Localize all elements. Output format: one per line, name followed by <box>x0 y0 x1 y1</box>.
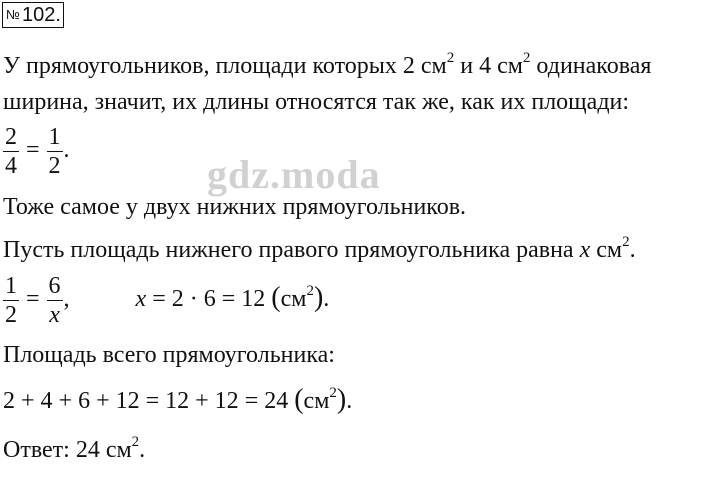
unit: см <box>590 237 623 263</box>
equation-ratio-2 <box>2 274 329 327</box>
unit: см <box>280 286 307 313</box>
unit: см <box>303 388 330 414</box>
superscript: 2 <box>306 283 314 300</box>
answer-text: Ответ: 24 см <box>3 437 132 463</box>
fraction-right <box>47 125 63 178</box>
fraction-left <box>3 274 19 327</box>
text-segment: Пусть площадь нижнего правого прямоугольника равна <box>3 237 580 263</box>
fraction-right <box>47 274 63 327</box>
task-number-box <box>2 2 64 28</box>
paragraph-line-4 <box>3 236 636 264</box>
superscript: 2 <box>131 434 140 450</box>
text-segment: У прямоугольников, площади которых 2 см <box>3 53 447 79</box>
period: . <box>139 437 146 463</box>
variable-x: x <box>135 286 147 313</box>
variable-x: x <box>579 237 591 263</box>
paren-close: ) <box>313 282 324 314</box>
paragraph-line-5: Площадь всего прямоугольника: <box>3 342 335 368</box>
text-segment: и 4 см <box>454 53 523 79</box>
superscript: 2 <box>329 385 337 401</box>
denominator: 2 <box>48 153 61 179</box>
superscript: 2 <box>522 50 531 66</box>
equation-total <box>3 386 352 415</box>
paren-close: ) <box>336 384 347 415</box>
equals-sign: = <box>26 137 40 164</box>
period: . <box>629 237 636 263</box>
numerator: 2 <box>5 124 17 150</box>
answer-line <box>3 436 145 464</box>
equation-ratio-1 <box>2 125 70 178</box>
paren-open: ( <box>294 384 304 415</box>
period: . <box>63 137 70 164</box>
superscript: 2 <box>622 234 630 250</box>
text-segment: одинаковая <box>530 53 652 79</box>
numerator: 1 <box>48 124 61 150</box>
watermark: gdz.moda <box>207 152 381 197</box>
comma: , <box>63 286 70 313</box>
superscript: 2 <box>446 50 455 66</box>
numerator: 6 <box>48 273 61 299</box>
paragraph-line-2: ширина, значит, их длины относятся так же, как их площади: <box>3 89 630 115</box>
numerator: 1 <box>5 273 17 299</box>
denominator: 2 <box>5 302 17 328</box>
expression: 2 + 4 + 6 + 12 = 12 + 12 = 24 <box>3 388 295 414</box>
fraction-left <box>3 125 19 178</box>
denominator: x <box>49 302 60 328</box>
equals-sign: = <box>26 286 40 313</box>
paragraph-line-1 <box>3 52 651 80</box>
period: . <box>323 286 330 313</box>
task-number: 102. <box>21 4 61 26</box>
number-sign: № <box>6 7 20 22</box>
paragraph-line-3: Тоже самое у двух нижних прямоугольников. <box>3 194 467 220</box>
expression: = 2 · 6 = 12 <box>146 286 272 313</box>
period: . <box>346 388 353 414</box>
paren-open: ( <box>271 282 281 314</box>
denominator: 4 <box>5 153 17 179</box>
